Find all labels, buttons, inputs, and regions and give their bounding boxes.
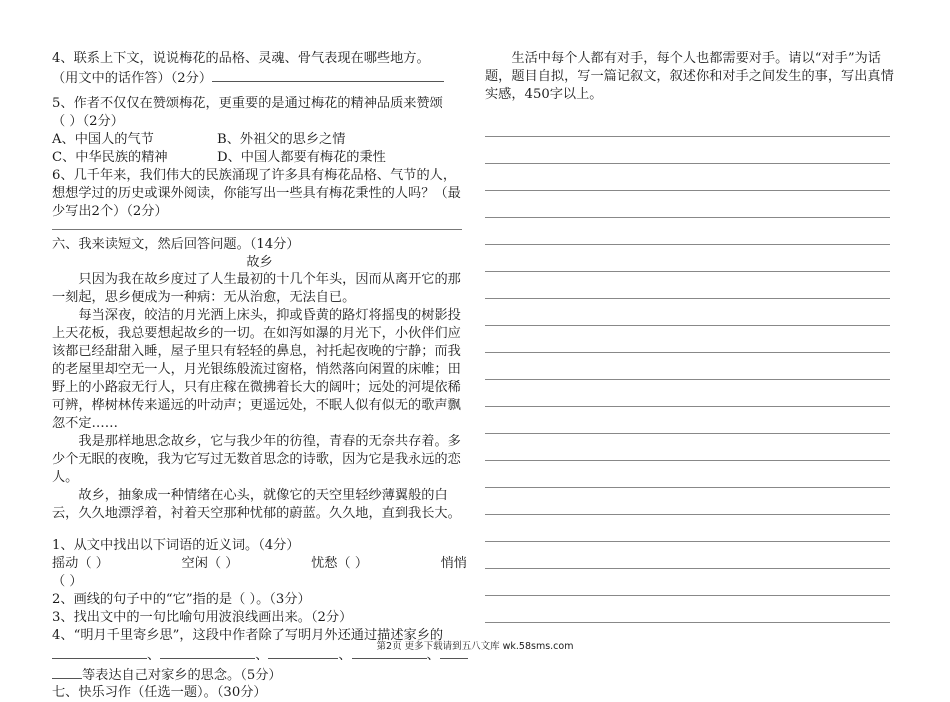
writing-line[interactable] (485, 596, 890, 623)
writing-line[interactable] (485, 515, 890, 542)
writing-line[interactable] (485, 380, 890, 407)
question-5: 5、作者不仅仅在赞颂梅花，更重要的是通过梅花的精神品质来赞颂 (52, 95, 443, 111)
essay-paragraph-2-text: 每当深夜，皎洁的月光洒上床头，抑或昏黄的路灯将摇曳的树影投上天花板，我总要想起故乡的一切。在如泻如瀑的月光下，小伙伴们应该都已经甜甜入睡，屋子里只有轻轻的鼻息，衬托起夜晚的宁静；而我的老屋里却空无一人，月光银练般流过窗格，悄然落向闲置的床帷；田野上的小路寂无行人，只有庄稼在微拂着长大的阔叶；远处的河堤依稀可辨，桦树林传来遥远的叶动声；更遥远处， (52, 308, 461, 414)
writing-line[interactable] (485, 137, 890, 164)
essay-paragraph-2-end: 不眠人似有似无的歌声飘忽不定…… (52, 398, 461, 432)
question-4-line1: 4、联系上下文，说说梅花的品格、灵魂、骨气表现在哪些地方。 (52, 51, 430, 66)
question-4-line2 (52, 68, 467, 88)
essay-title: 故乡 (246, 254, 273, 270)
writing-line[interactable] (485, 272, 890, 299)
writing-line[interactable] (485, 461, 890, 488)
question-4-note: （用文中的话作答）（2分） (52, 70, 213, 86)
sub-question-2: 2、画线的句子中的“它”指的是（ ）。（3分） (52, 591, 311, 607)
writing-line[interactable] (485, 542, 890, 569)
word-quietly: 悄悄 (440, 555, 467, 571)
sub-question-1: 1、从文中找出以下词语的近义词。（4分） (52, 537, 300, 553)
answer-blank[interactable] (212, 68, 444, 82)
writing-prompt: 生活中每个人都有对手，每个人也都需要对手。请以“对手”为话题，题目自拟，写一篇记叙文，叙述你和对手之间发生的事，写出真情实感，450字以上。 (485, 51, 894, 102)
right-column (485, 50, 905, 623)
writing-line[interactable] (485, 569, 890, 596)
writing-line[interactable] (485, 326, 890, 353)
writing-line[interactable] (485, 110, 890, 137)
section-7-title: 七、快乐习作（任选一题）。（30分） (52, 685, 267, 701)
question-6: 6、几千年来，我们伟大的民族涌现了许多具有梅花品格、气节的人，想想学过的历史或课外阅读，你能写出一些具有梅花秉性的人吗？（最少写出2个）（2分） (52, 167, 461, 219)
question-5-blank: （ ）（2分） (52, 113, 124, 129)
sub-question-4-end: 等表达自己对家乡的思念。（5分） (52, 665, 467, 685)
option-a[interactable]: A、中国人的气节 (52, 131, 154, 147)
writing-line[interactable] (485, 191, 890, 218)
question-5-options-row1 (52, 131, 467, 149)
writing-line[interactable] (485, 434, 890, 461)
essay-paragraph-1: 只因为我在故乡度过了人生最初的十几个年头，因而从离开它的那一刻起，思乡便成为一种病：无从治愈，无法自已。 (52, 272, 461, 306)
page-footer: 第2页 更多下载请到五八文库 wk.58sms.com (376, 641, 574, 652)
writing-line[interactable] (485, 218, 890, 245)
question-5-options-row2 (52, 149, 467, 167)
option-d[interactable]: D、中国人都要有梅花的秉性 (217, 149, 386, 165)
writing-line[interactable] (485, 299, 890, 326)
option-c[interactable]: C、中华民族的精神 (52, 149, 168, 165)
sub-question-4: 4、“明月千里寄乡思”，这段中作者除了写明月外还通过描述家乡的 (52, 627, 444, 643)
option-b[interactable]: B、外祖父的思乡之情 (217, 131, 346, 147)
writing-line[interactable] (485, 407, 890, 434)
sub-question-4-blanks: 、 、 、 、 (52, 645, 467, 665)
writing-line[interactable] (485, 353, 890, 380)
word-swing[interactable]: 摇动（ ） (52, 555, 109, 571)
synonym-words (52, 555, 467, 573)
essay-paragraph-2 (52, 307, 467, 433)
answer-line[interactable] (52, 229, 462, 230)
blank-6[interactable] (52, 665, 82, 679)
left-column (52, 50, 467, 702)
word-worry[interactable]: 忧愁（ ） (311, 555, 369, 571)
essay-paragraph-4: 故乡，抽象成一种情绪在心头，就像它的天空里轻纱薄翼般的白云，久久地漂浮着，衬着天空那种忧郁的蔚蓝。久久地，直到我长大。 (52, 487, 461, 521)
writing-line[interactable] (485, 164, 890, 191)
essay-paragraph-3: 我是那样地思念故乡，它与我少年的彷徨，青春的无奈共存着。多少个无眠的夜晚，我为它写过无数首思念的诗歌，因为它是我永远的恋人。 (52, 434, 461, 485)
writing-line[interactable] (485, 488, 890, 515)
section-6-title: 六、我来读短文，然后回答问题。（14分） (52, 236, 300, 252)
writing-lines[interactable] (485, 110, 905, 623)
word-idle[interactable]: 空闲（ ） (181, 555, 239, 571)
synonym-last-blank[interactable]: （ ） (52, 573, 83, 589)
sub-question-3: 3、找出文中的一句比喻句用波浪线画出来。（2分） (52, 609, 353, 625)
writing-line[interactable] (485, 245, 890, 272)
